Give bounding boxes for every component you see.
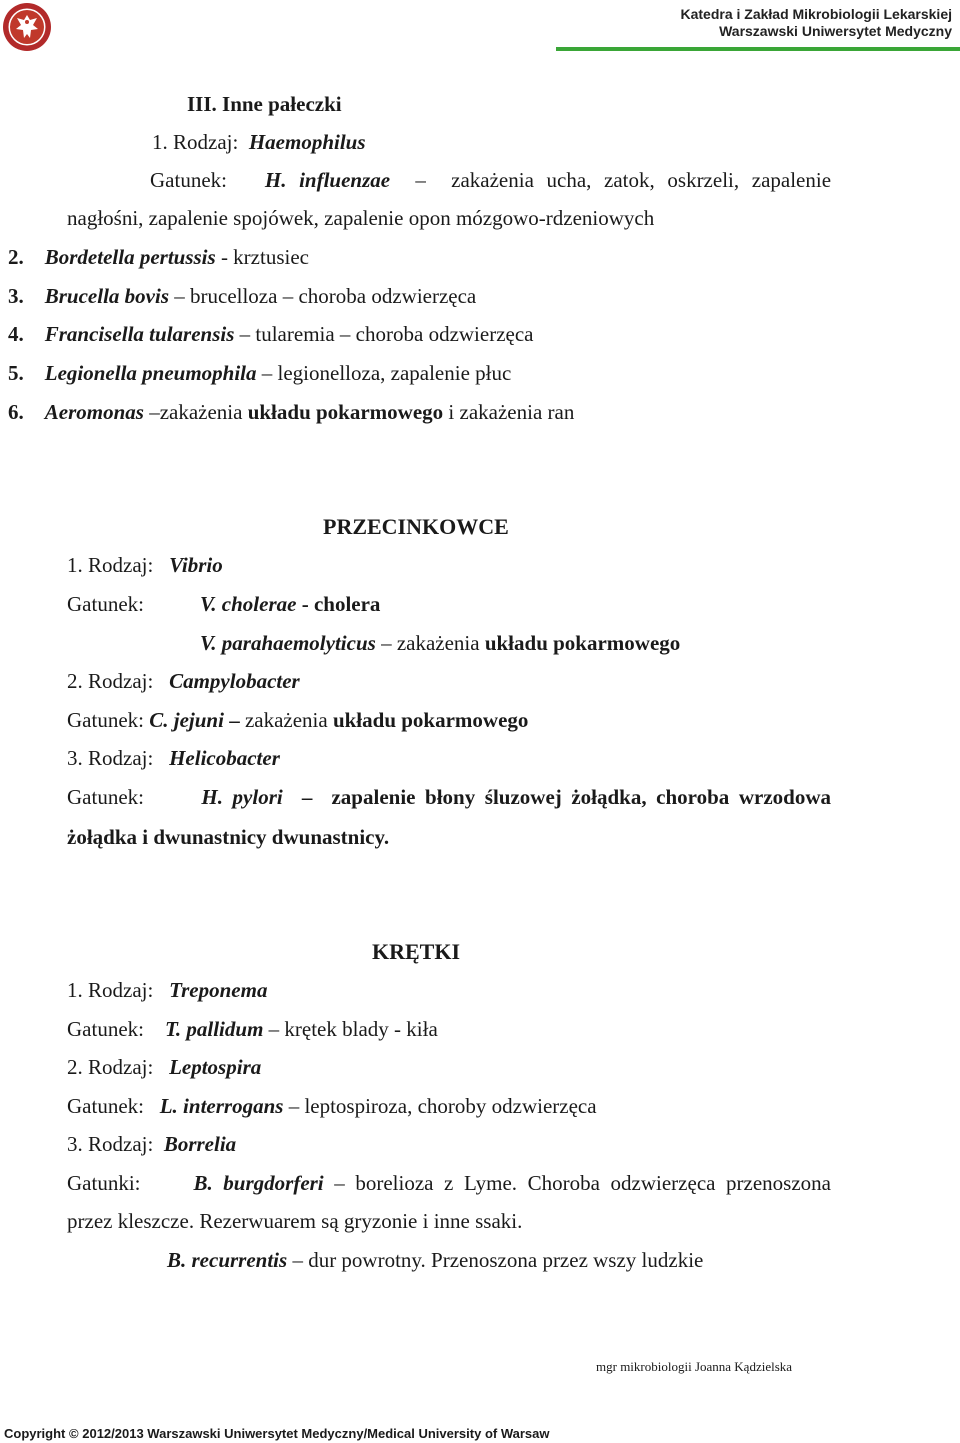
kretki-gatunek-3a: Gatunki: B. burgdorferi – borelioza z Lyme. Choroba odzwierzęca przenoszona — [67, 1171, 831, 1195]
kretki-gatunek-2: Gatunek: L. interrogans – leptospiroza, choroby odzwierzęca — [67, 1094, 597, 1118]
inne-item-3: 3. Brucella bovis – brucelloza – choroba odzwierzęca — [8, 284, 477, 308]
przec-gatunek-1a: V. cholerae - cholera — [200, 592, 381, 616]
header-line2: Warszawski Uniwersytet Medyczny — [719, 23, 952, 39]
przec-gatunek-2: Gatunek: C. jejuni – zakażenia układu pokarmowego — [67, 708, 529, 732]
header-line1: Katedra i Zakład Mikrobiologii Lekarskiej — [680, 6, 952, 22]
inne-item-4: 4. Francisella tularensis – tularemia – choroba odzwierzęca — [8, 322, 534, 346]
section-title-przecinkowce: PRZECINKOWCE — [323, 514, 509, 539]
kretki-gatunek-1: Gatunek: T. pallidum – krętek blady - kiła — [67, 1017, 438, 1041]
przec-rodzaj-1: 1. Rodzaj: Vibrio — [67, 553, 223, 577]
przec-gatunek-3-cont: żołądka i dwunastnicy dwunastnicy. — [67, 825, 390, 849]
inne-item1-gatunek: Gatunek: H. influenzae – zakażenia ucha, zatok, oskrzeli, zapalenie — [150, 168, 832, 192]
kretki-gatunek-3b: B. recurrentis – dur powrotny. Przenoszona przez wszy ludzkie — [167, 1248, 704, 1272]
kretki-rodzaj-3: 3. Rodzaj: Borrelia — [67, 1132, 237, 1156]
inne-item-2: 2. Bordetella pertussis - krztusiec — [8, 245, 309, 269]
inne-item-5: 5. Legionella pneumophila – legionelloza, zapalenie płuc — [8, 361, 512, 385]
kretki-gatunek-3a-cont: przez kleszcze. Rezerwuarem są gryzonie i inne ssaki. — [67, 1209, 523, 1233]
footer-copyright: Copyright © 2012/2013 Warszawski Uniwersytet Medyczny/Medical University of Warsaw — [4, 1426, 550, 1441]
section-title-kretki: KRĘTKI — [372, 939, 461, 964]
header-accent-bar — [556, 47, 960, 51]
university-eagle-seal-icon — [2, 2, 52, 52]
kretki-rodzaj-2: 2. Rodzaj: Leptospira — [67, 1055, 262, 1079]
inne-item1-rodzaj: 1. Rodzaj: Haemophilus — [152, 130, 366, 154]
kretki-rodzaj-1: 1. Rodzaj: Treponema — [67, 978, 268, 1002]
author-credit: mgr mikrobiologii Joanna Kądzielska — [596, 1359, 793, 1374]
inne-item-6: 6. Aeromonas –zakażenia układu pokarmowego i zakażenia ran — [8, 400, 575, 424]
section-title-inne: III. Inne pałeczki — [187, 92, 342, 116]
przec-rodzaj-3: 3. Rodzaj: Helicobacter — [67, 746, 280, 770]
header-institute — [680, 6, 952, 40]
copyright-icon: © — [69, 1426, 79, 1441]
przec-gatunek-1b: V. parahaemolyticus – zakażenia układu pokarmowego — [200, 631, 681, 655]
inne-item1-desc-cont: nagłośni, zapalenie spojówek, zapalenie opon mózgowo-rdzeniowych — [67, 206, 655, 230]
przec-gatunek-3: Gatunek: H. pylori – zapalenie błony śluzowej żołądka, choroba wrzodowa — [67, 785, 832, 809]
przec-rodzaj-2: 2. Rodzaj: Campylobacter — [67, 669, 300, 693]
przec-gatunek-label-1: Gatunek: — [67, 592, 144, 616]
